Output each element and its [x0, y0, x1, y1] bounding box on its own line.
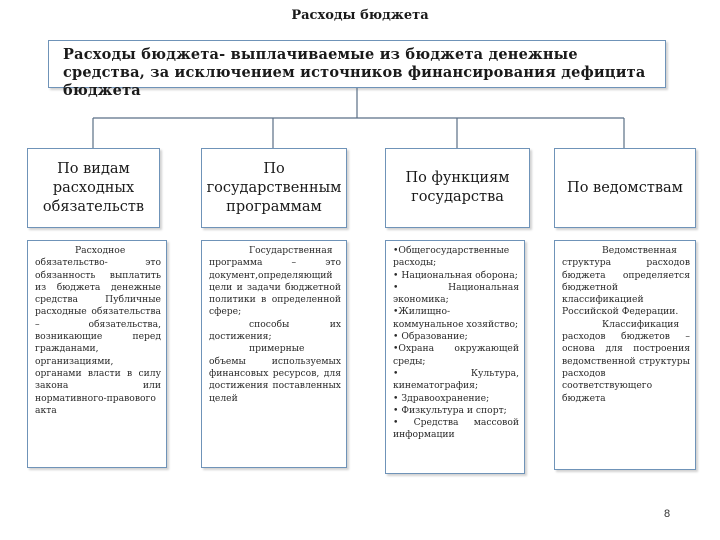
category-header-obligations [27, 148, 160, 228]
page-title: Расходы бюджета [291, 8, 429, 23]
description-paragraph: • Национальная оборона; [393, 269, 518, 281]
definition-box: Расходы бюджета- выплачиваемые из бюджета денежные средства, за исключением источников финансирования дефицита бюджета [48, 40, 666, 88]
description-paragraph: Ведомственная структура расходов бюджета определяется бюджетной классификацией Российской Федерации. [562, 245, 690, 318]
category-header-programs [201, 148, 347, 228]
page-number: 8 [664, 508, 671, 520]
category-description-obligations [27, 240, 167, 468]
category-description-departments [554, 240, 696, 470]
description-paragraph: •Общегосударственные расходы; [393, 245, 510, 269]
description-paragraph: •Жилищно-коммунальное хозяйство; [393, 306, 519, 330]
description-paragraph: • Культура, кинематография; [393, 367, 519, 392]
description-paragraph: • Физкультура и спорт; [393, 404, 507, 416]
description-paragraph: способы их достижения; [209, 318, 341, 343]
category-header-label: По функциям государства [405, 170, 510, 205]
category-description-functions [385, 240, 525, 474]
category-header-label: По видам расходных обязательств [42, 160, 145, 215]
category-header-functions [385, 148, 530, 228]
description-paragraph: •Охрана окружающей среды; [393, 343, 519, 367]
description-paragraph: • Национальная экономика; [393, 281, 519, 306]
description-paragraph: • Средства массовой информации [393, 417, 519, 441]
description-paragraph: • Здравоохранение; [393, 392, 490, 404]
description-paragraph: • Образование; [393, 331, 468, 343]
category-description-programs [201, 240, 347, 468]
category-header-label: По ведомствам [567, 179, 683, 196]
description-paragraph: примерные объемы используемых финансовых ресурсов, для достижения поставленных целей [209, 343, 341, 404]
description-paragraph: Расходное обязательство- это обязанность выплатить из бюджета денежные средства Публичные расходные обязательства – обязательства, возникающие перед гражданами, организациями, органами власти в силу закона или нормативного-правового акта [35, 245, 161, 416]
category-header-departments [554, 148, 696, 228]
description-paragraph: Государственная программа – это документ,определяющий цели и задачи бюджетной политики в определенной сфере; [209, 245, 341, 318]
description-paragraph: Классификация расходов бюджетов – основа для построения ведомственной структуры расходов соответствующего бюджета [562, 318, 690, 404]
category-header-label: По государственным программам [206, 160, 342, 215]
